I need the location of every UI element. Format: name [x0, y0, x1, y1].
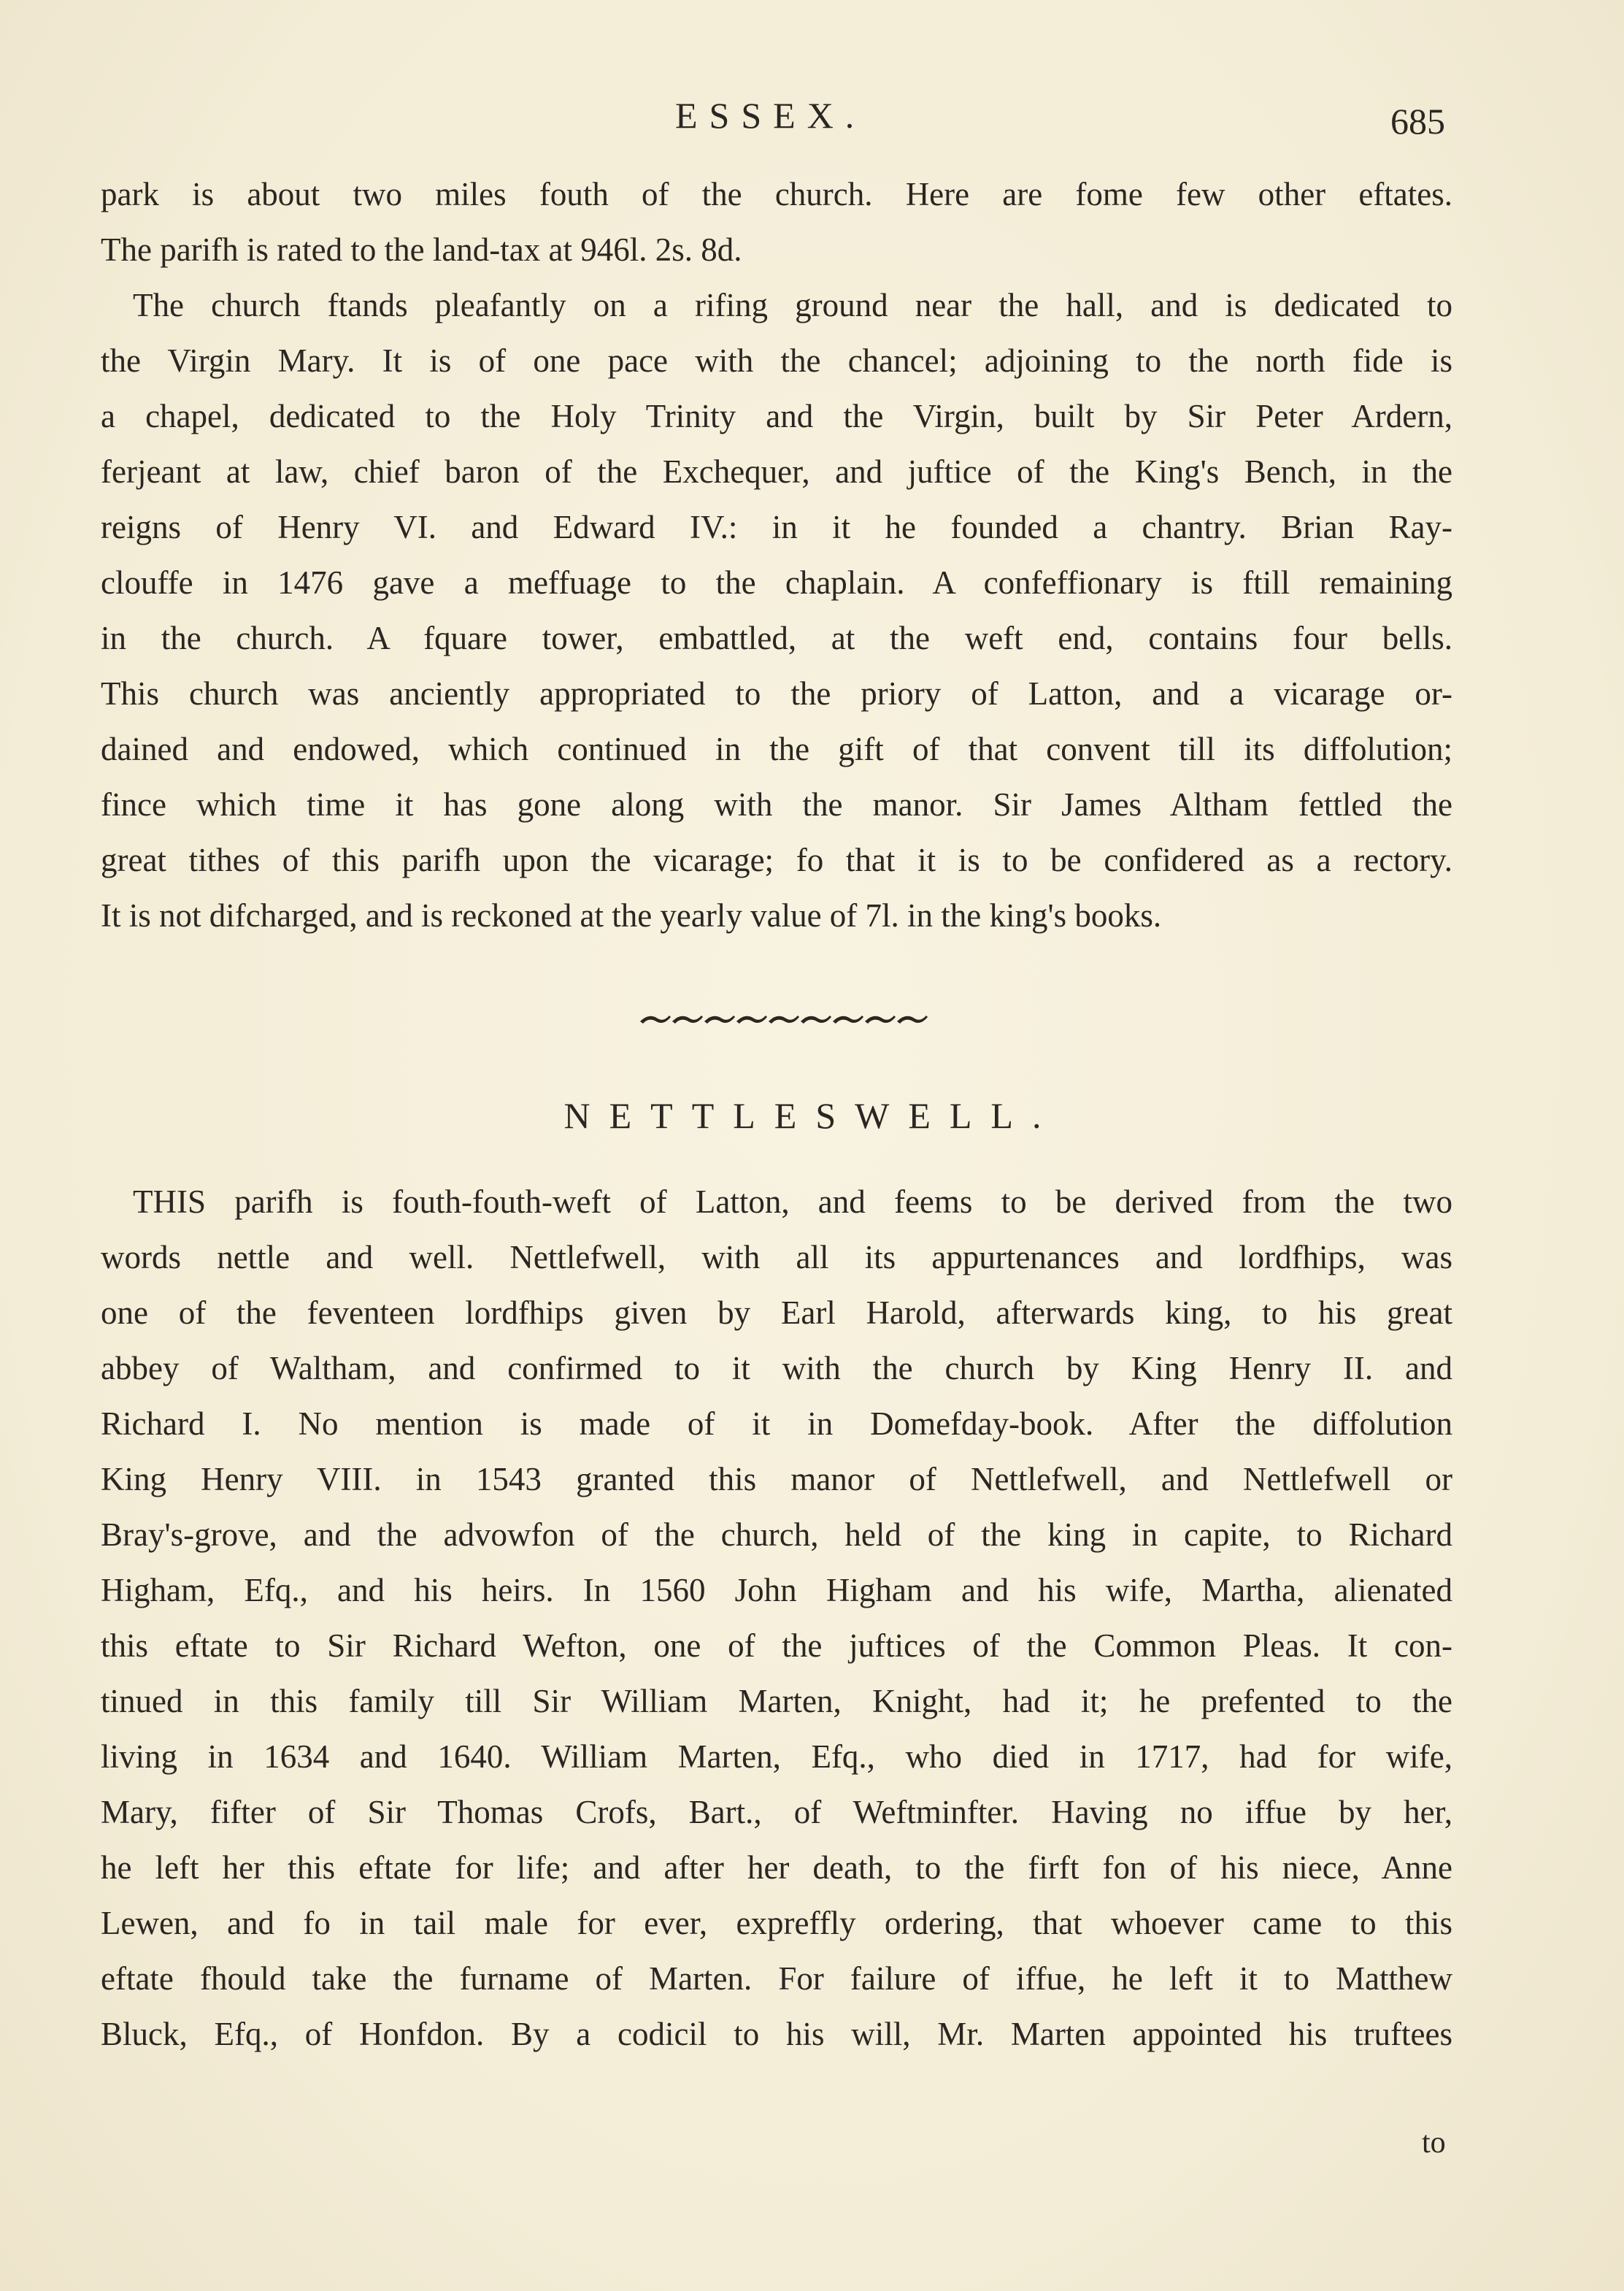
text-line: a chapel, dedicated to the Holy Trinity and the Virgin, built by Sir Peter Ardern,: [101, 398, 1452, 434]
catchword: to: [1422, 2126, 1446, 2160]
nettleswell-text-block: [101, 1174, 1452, 2062]
text-line: abbey of Waltham, and confirmed to it with the church by King Henry II. and: [101, 1350, 1452, 1386]
decorative-ornament-rule: [639, 1010, 931, 1027]
text-line: reigns of Henry VI. and Edward IV.: in it he founded a chantry. Brian Ray-: [101, 509, 1452, 545]
text-line: in the church. A fquare tower, embattled, at the weft end, contains four bells.: [101, 620, 1452, 656]
text-line: great tithes of this parifh upon the vicarage; fo that it is to be confidered as a rectory.: [101, 842, 1452, 878]
paragraph-estates: [101, 166, 1452, 277]
page-number: 685: [1390, 101, 1445, 142]
text-line: Lewen, and fo in tail male for ever, expreffly ordering, that whoever came to this: [101, 1905, 1452, 1941]
text-line: Bray's-grove, and the advowfon of the church, held of the king in capite, to Richard: [101, 1516, 1452, 1553]
text-line: King Henry VIII. in 1543 granted this manor of Nettlefwell, and Nettlefwell or: [101, 1461, 1452, 1497]
text-line: tinued in this family till Sir William Marten, Knight, had it; he prefented to the: [101, 1683, 1452, 1719]
text-line: words nettle and well. Nettlefwell, with all its appurtenances and lordfhips, was: [101, 1239, 1452, 1275]
text-line: Richard I. No mention is made of it in Domefday-book. After the diffolution: [101, 1405, 1452, 1442]
text-line: fince which time it has gone along with the manor. Sir James Altham fettled the: [101, 786, 1452, 823]
text-line: he left her this eftate for life; and after her death, to the firft fon of his niece, Anne: [101, 1849, 1452, 1886]
text-line: It is not difcharged, and is reckoned at the yearly value of 7l. in the king's books.: [101, 897, 1162, 934]
section-title: NETTLESWELL.: [563, 1095, 1061, 1136]
text-line: THIS parifh is fouth-fouth-weft of Latton, and feems to be derived from the two: [133, 1183, 1452, 1220]
text-line: The church ftands pleafantly on a rifing ground near the hall, and is dedicated to: [133, 287, 1452, 323]
text-line: park is about two miles fouth of the church. Here are fome few other eftates.: [101, 176, 1452, 212]
text-line: ferjeant at law, chief baron of the Exchequer, and juftice of the King's Bench, in the: [101, 453, 1452, 490]
text-line: dained and endowed, which continued in the gift of that convent till its diffolution;: [101, 731, 1452, 767]
running-title: ESSEX.: [675, 95, 866, 136]
text-line: the Virgin Mary. It is of one pace with the chancel; adjoining to the north fide is: [101, 342, 1452, 379]
text-line: Mary, fifter of Sir Thomas Crofs, Bart., of Weftminfter. Having no iffue by her,: [101, 1794, 1452, 1830]
text-line: Higham, Efq., and his heirs. In 1560 John Higham and his wife, Martha, alienated: [101, 1572, 1452, 1608]
text-line: clouffe in 1476 gave a meffuage to the chaplain. A confeffionary is ftill remaining: [101, 564, 1452, 601]
church-text-block: [101, 166, 1452, 943]
text-line: Bluck, Efq., of Honfdon. By a codicil to his will, Mr. Marten appointed his truftees: [101, 2016, 1452, 2052]
ornament-glyphs: [640, 1016, 928, 1024]
paragraph-church: [101, 277, 1452, 943]
text-line: living in 1634 and 1640. William Marten, Efq., who died in 1717, had for wife,: [101, 1738, 1452, 1775]
text-line: this eftate to Sir Richard Wefton, one of the juftices of the Common Pleas. It con-: [101, 1627, 1452, 1664]
text-line: one of the feventeen lordfhips given by Earl Harold, afterwards king, to his great: [101, 1294, 1452, 1331]
text-line: This church was anciently appropriated to the priory of Latton, and a vicarage or-: [101, 675, 1452, 712]
text-line: eftate fhould take the furname of Marten. For failure of iffue, he left it to Matthew: [101, 1960, 1452, 1997]
text-line: The parifh is rated to the land-tax at 946l. 2s. 8d.: [101, 231, 742, 268]
running-head: [0, 93, 1624, 145]
